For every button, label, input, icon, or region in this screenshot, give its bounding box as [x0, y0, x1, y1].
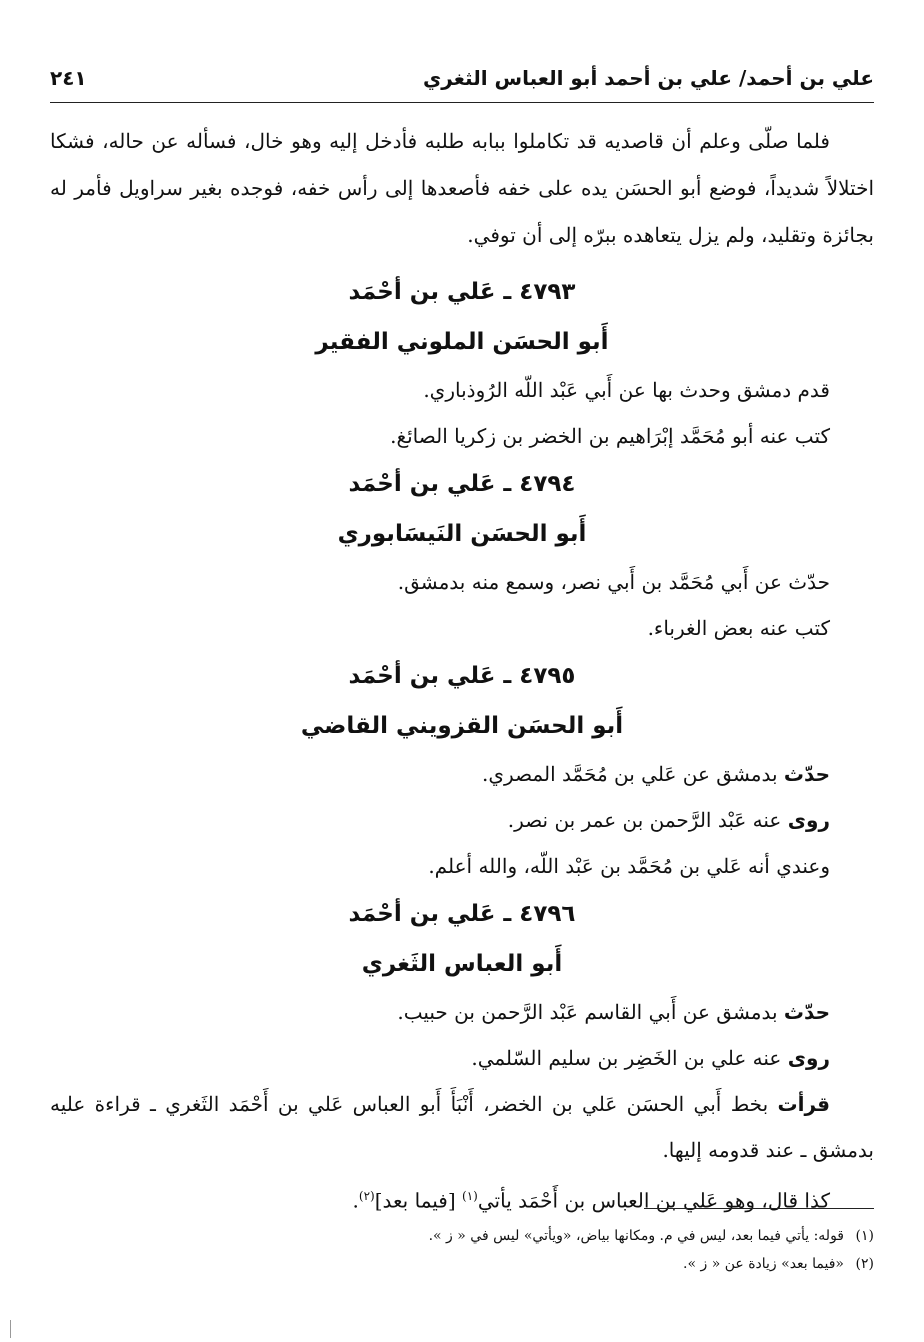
- footnote-text: «فيما بعد» زيادة عن « ز ».: [683, 1256, 844, 1272]
- footnote: [50, 1250, 874, 1278]
- footnotes: [50, 1222, 874, 1278]
- entry-line: [50, 1081, 874, 1173]
- entry-line: [50, 843, 874, 889]
- header-title: علي بن أحمد/ علي بن أحمد أبو العباس الثغري: [422, 66, 874, 90]
- entry-heading: ٤٧٩٤ ـ عَلي بن أحْمَد: [348, 471, 576, 497]
- entry-line: [50, 413, 874, 459]
- entry-line-text: حدّث عن أَبي مُحَمَّد بن أَبي نصر، وسمع منه بدمشق.: [397, 570, 830, 594]
- entry-line-text: بدمشق عن عَلي بن مُحَمَّد المصري.: [482, 762, 784, 786]
- closing-text: [فيما بعد]: [374, 1188, 463, 1213]
- entry-line-text: بخط أَبي الحسَن عَلي بن الخضر، أَنْبَأَ أَبو العباس عَلي بن أَحْمَد الثَغري ـ قراءة عليه بدمشق ـ عند قدومه إليها.: [50, 1092, 874, 1162]
- entry-line: [50, 559, 874, 605]
- entry-subheading: أَبو الحسَن الملوني الفقير: [315, 329, 609, 355]
- footnote-number: (٢): [855, 1256, 874, 1272]
- footnote-text: قوله: يأتي فيما بعد، ليس في م. ومكانها بياض، «ويأتي» ليس في « ز ».: [428, 1228, 844, 1244]
- entry-lead-word: قرأت: [777, 1092, 830, 1116]
- entry-line: [50, 367, 874, 413]
- running-header: [50, 62, 874, 103]
- footnote-ref: (١): [462, 1189, 478, 1203]
- entry-heading: ٤٧٩٥ ـ عَلي بن أحْمَد: [348, 663, 576, 689]
- footnote-ref: (٢): [358, 1189, 375, 1203]
- closing-text: كذا قال، وهو عَلي بن العباس بن أَحْمَد يأتي: [477, 1188, 830, 1213]
- entry-line-text: كتب عنه أبو مُحَمَّد إبْرَاهيم بن الخضر بن زكريا الصائغ.: [390, 424, 830, 448]
- entry-line-text: بدمشق عن أَبي القاسم عَبْد الرَّحمن بن حبيب.: [397, 1000, 784, 1024]
- entry-lead-word: روى: [787, 808, 830, 832]
- entry-heading: ٤٧٩٣ ـ عَلي بن أحْمَد: [348, 279, 576, 305]
- closing-line: [50, 1173, 874, 1224]
- closing-text: .: [352, 1188, 359, 1213]
- scan-edge-mark: [10, 1320, 11, 1338]
- footnote: [50, 1222, 874, 1250]
- entry-line-text: عنه عَبْد الرَّحمن بن عمر بن نصر.: [507, 808, 788, 832]
- entry-subheading: أَبو العباس الثَغري: [361, 951, 563, 977]
- entry-subheading: أَبو الحسَن النَيسَابوري: [337, 521, 587, 547]
- entry-lead-word: حدّث: [783, 1000, 830, 1024]
- entry-line: [50, 605, 874, 651]
- entry-lead-word: روى: [787, 1046, 830, 1070]
- entry-line-text: كتب عنه بعض الغرباء.: [647, 616, 830, 640]
- intro-paragraph: فلما صلّى وعلم أن قاصديه قد تكاملوا ببابه طلبه فأدخل إليه وهو خال، فسأله عن حاله، فشكا اختلالاً شديداً، فوضع أبو الحسَن يده على خفه فأصعدها إلى رأس خفه، فوجده بغير سراويل فأمر له بجائزة وتقليد، ولم يزل يتعاهده ببرّه إلى أن توفي.: [50, 129, 874, 247]
- entry-subheading: أَبو الحسَن القزويني القاضي: [300, 713, 624, 739]
- page-number: ٢٤١: [50, 66, 87, 90]
- footnote-divider: [644, 1208, 874, 1209]
- entry-line-text: وعندي أنه عَلي بن مُحَمَّد بن عَبْد اللّه، والله أعلم.: [428, 854, 830, 878]
- entry-line: [50, 751, 874, 797]
- footnote-number: (١): [855, 1228, 874, 1244]
- entry-heading: ٤٧٩٦ ـ عَلي بن أحْمَد: [348, 901, 576, 927]
- entry-line-text: قدم دمشق وحدث بها عن أَبي عَبْد اللّه الرُوذباري.: [423, 378, 830, 402]
- entry-line-text: عنه علي بن الخَضِر بن سليم السّلمي.: [471, 1046, 788, 1070]
- entry-line: [50, 797, 874, 843]
- entry-lead-word: حدّث: [783, 762, 830, 786]
- entry-line: [50, 989, 874, 1035]
- body-text: [50, 118, 874, 1224]
- entry-line: [50, 1035, 874, 1081]
